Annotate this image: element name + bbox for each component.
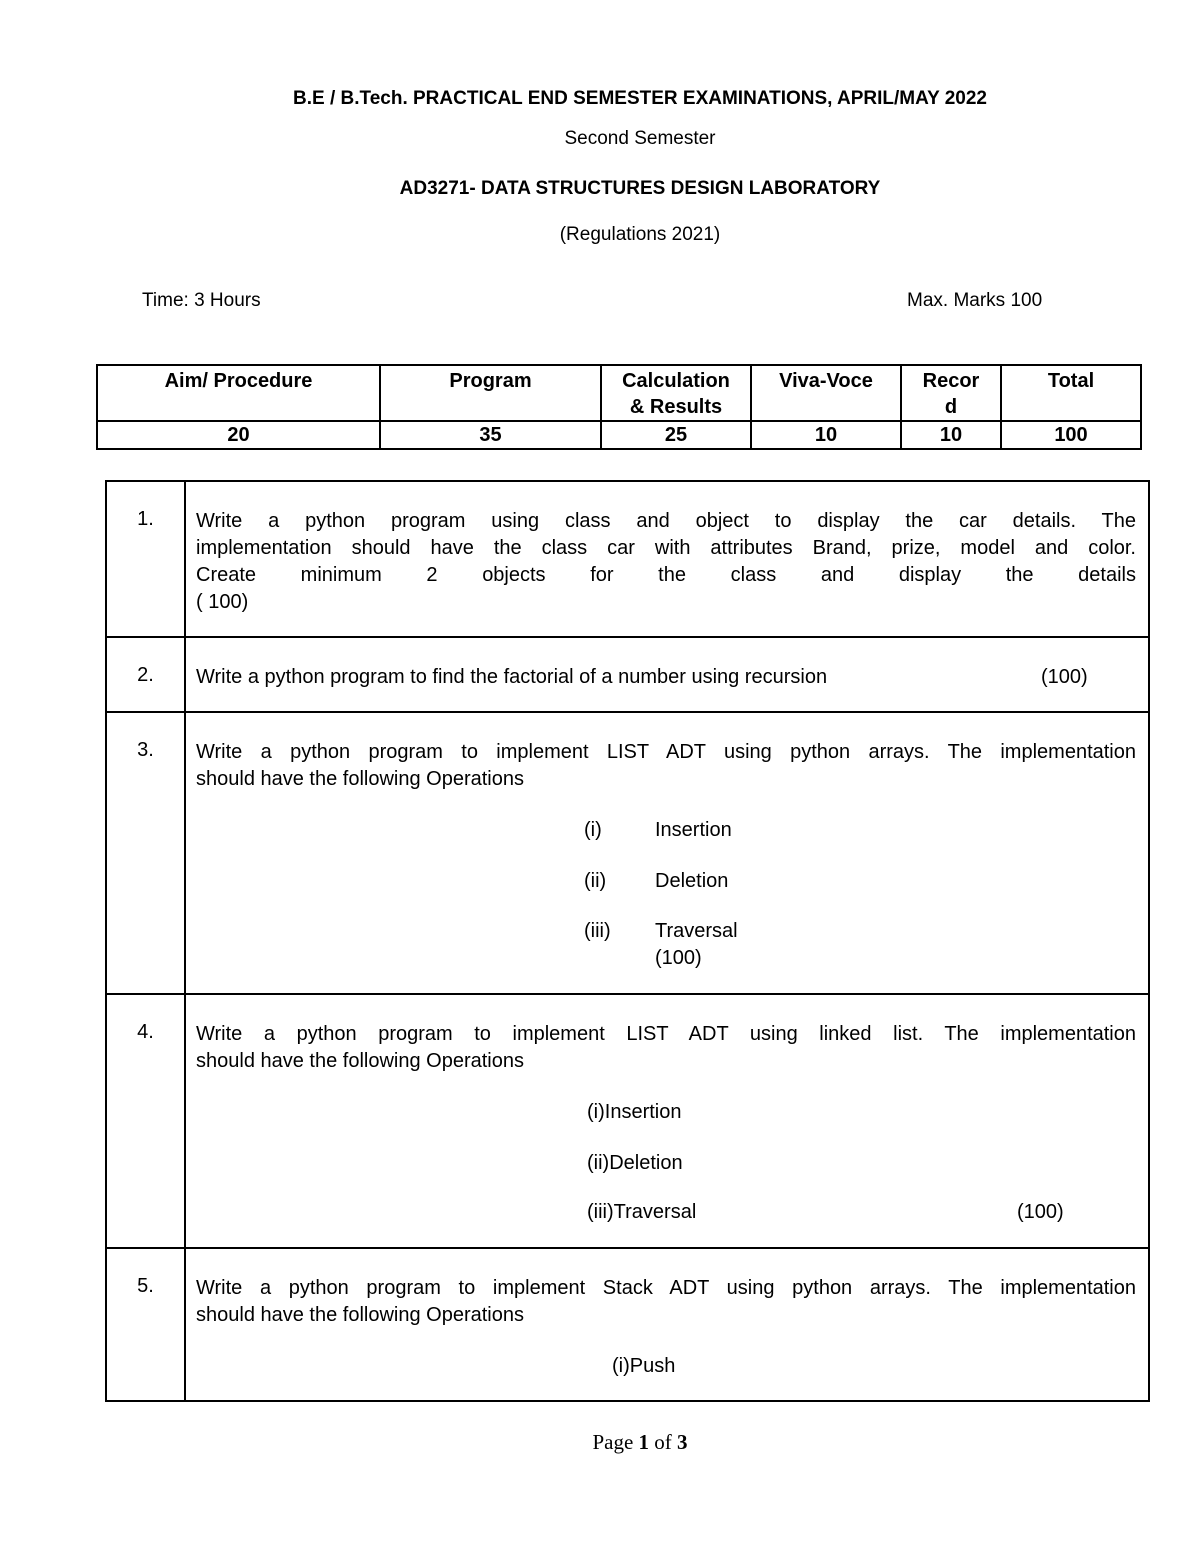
question-row-3 — [106, 712, 1149, 994]
question-line: Write a python program to find the factorial of a number using recursion — [196, 666, 828, 688]
header-viva-voce: Viva-Voce — [751, 365, 901, 421]
question-line: Write a python program using class and object to display the car details. The — [196, 510, 1136, 532]
header-total: Total — [1001, 365, 1141, 421]
question-number: 2. — [106, 637, 185, 712]
regulations: (Regulations 2021) — [559, 224, 721, 245]
question-text — [185, 712, 1149, 994]
question-text — [185, 1248, 1149, 1401]
op-item: (iii)Traversal — [587, 1201, 697, 1223]
question-number: 5. — [106, 1248, 185, 1401]
op-label: Traversal — [655, 920, 738, 942]
question-marks: ( 100) — [196, 591, 249, 613]
question-marks: (100) — [1041, 666, 1088, 688]
value-total: 100 — [1001, 421, 1141, 449]
marks-header-row — [97, 365, 1141, 421]
op-roman: (i) — [584, 819, 602, 841]
header-program: Program — [380, 365, 601, 421]
question-line: Write a python program to implement Stack ADT using python arrays. The implementation — [196, 1277, 1136, 1299]
header-calculation-line1: Calculation — [622, 370, 730, 392]
question-row-1 — [106, 481, 1149, 637]
question-text — [185, 994, 1149, 1248]
value-aim-procedure: 20 — [97, 421, 380, 449]
question-number: 1. — [106, 481, 185, 637]
page-current: 1 — [638, 1430, 650, 1454]
question-row-2 — [106, 637, 1149, 712]
page-total: 3 — [677, 1430, 688, 1454]
question-text — [185, 637, 1149, 712]
marks-distribution-table — [96, 364, 1142, 450]
exam-title: B.E / B.Tech. PRACTICAL END SEMESTER EXAMINATIONS, APRIL/MAY 2022 — [293, 88, 987, 109]
questions-table — [105, 480, 1150, 1402]
question-line: should have the following Operations — [196, 1050, 524, 1072]
question-line: Write a python program to implement LIST ADT using linked list. The implementation — [196, 1023, 1136, 1045]
question-marks: (100) — [1017, 1201, 1064, 1223]
value-calculation-results: 25 — [601, 421, 751, 449]
op-roman: (ii) — [584, 870, 607, 892]
marks-values-row — [97, 421, 1141, 449]
value-program: 35 — [380, 421, 601, 449]
question-marks: (100) — [655, 947, 702, 969]
value-record: 10 — [901, 421, 1001, 449]
header-record-line2: d — [944, 396, 958, 418]
question-row-4 — [106, 994, 1149, 1248]
question-number: 4. — [106, 994, 185, 1248]
op-item: (i)Push — [612, 1355, 676, 1377]
header-calculation-results — [601, 365, 751, 421]
question-line: Write a python program to implement LIST ADT using python arrays. The implementation — [196, 741, 1136, 763]
header-record — [901, 365, 1001, 421]
op-roman: (iii) — [584, 920, 611, 942]
value-viva-voce: 10 — [751, 421, 901, 449]
op-item: (i)Insertion — [587, 1101, 682, 1123]
question-line: implementation should have the class car with attributes Brand, prize, model and color. — [196, 537, 1136, 559]
header-aim-procedure: Aim/ Procedure — [97, 365, 380, 421]
page-of-label: of — [654, 1430, 672, 1454]
semester: Second Semester — [564, 128, 716, 149]
question-number: 3. — [106, 712, 185, 994]
question-text — [185, 481, 1149, 637]
question-line: should have the following Operations — [196, 768, 524, 790]
op-label: Deletion — [655, 870, 729, 892]
page-label: Page — [592, 1430, 634, 1454]
exam-time: Time: 3 Hours — [142, 290, 261, 311]
max-marks: Max. Marks 100 — [907, 290, 1043, 311]
course-title: AD3271- DATA STRUCTURES DESIGN LABORATORY — [399, 178, 881, 199]
question-line: Create minimum 2 objects for the class and display the details — [196, 564, 1136, 586]
question-line: should have the following Operations — [196, 1304, 524, 1326]
header-record-line1: Recor — [922, 370, 980, 392]
op-item: (ii)Deletion — [587, 1152, 683, 1174]
header-calculation-line2: & Results — [629, 396, 723, 418]
page-footer — [0, 1430, 1200, 1455]
op-label: Insertion — [655, 819, 732, 841]
question-row-5 — [106, 1248, 1149, 1401]
